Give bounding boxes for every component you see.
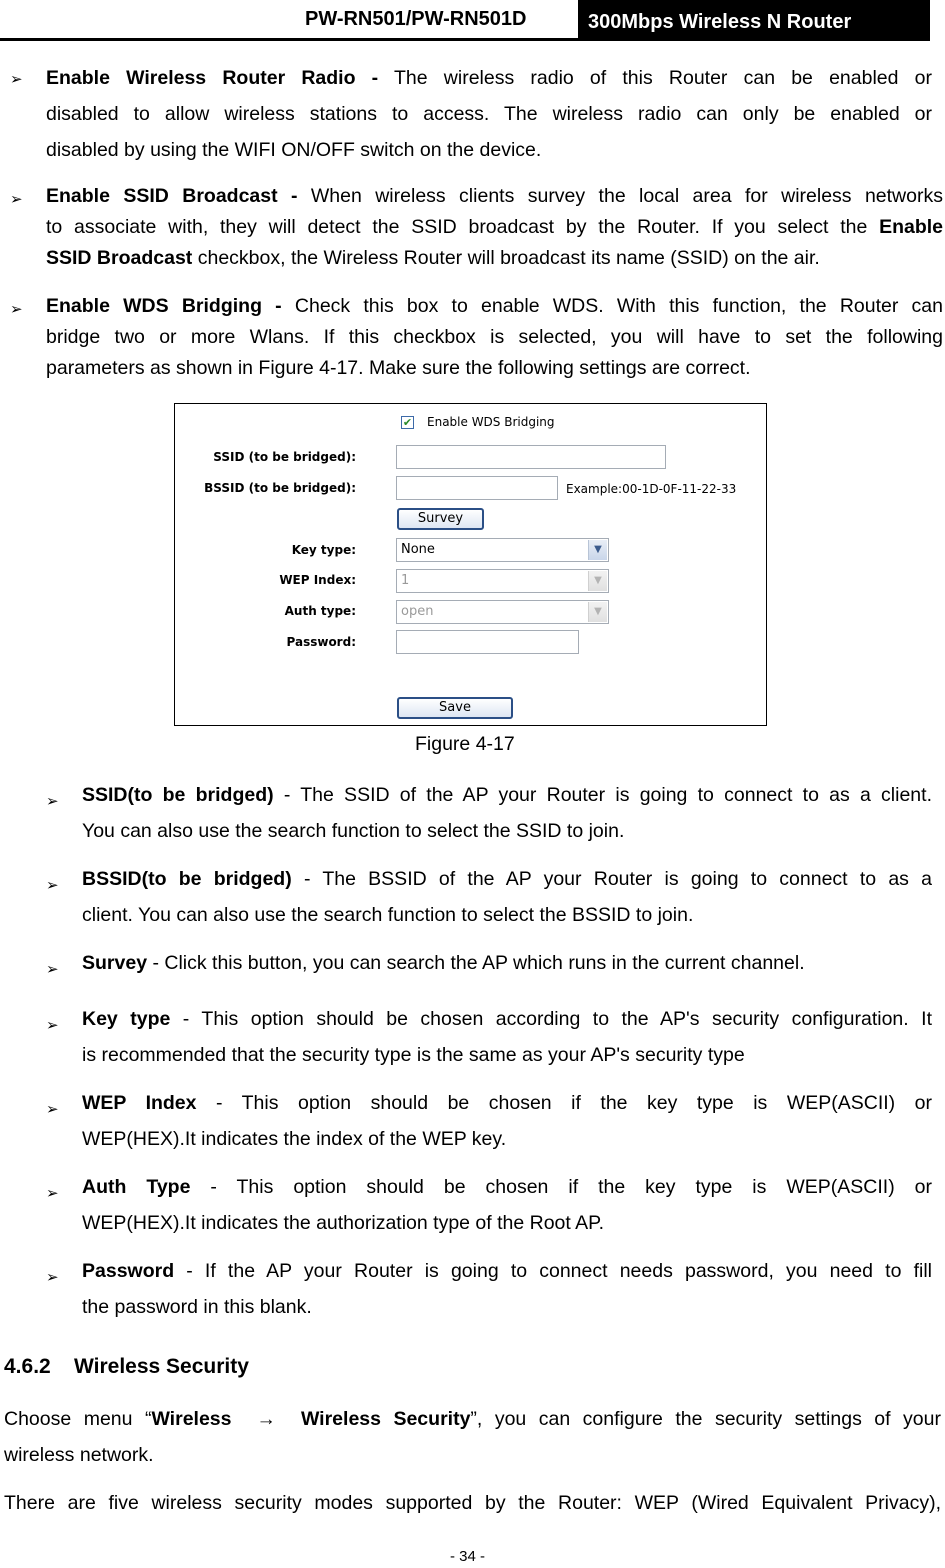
- bullet-icon: ➢: [46, 1101, 59, 1118]
- item-term: Enable WDS Bridging -: [46, 295, 282, 317]
- item-text: The wireless radio of this Router can be enabled or: [378, 67, 933, 89]
- figure-caption: Figure 4-17: [415, 733, 515, 755]
- arrow-right-icon: →: [256, 1408, 276, 1430]
- item-survey: [82, 945, 932, 981]
- section-title: Wireless Security: [74, 1355, 249, 1378]
- item-line: [82, 1253, 932, 1289]
- item-text: - If the AP your Router is going to connect needs password, you need to fill: [174, 1260, 932, 1282]
- item-line: [82, 1085, 932, 1121]
- chevron-down-icon: ▼: [588, 571, 607, 591]
- ssid-input[interactable]: [396, 445, 666, 469]
- password-input[interactable]: [396, 630, 579, 654]
- item-ssid-bridged: [82, 777, 932, 849]
- item-line: [4, 1401, 941, 1437]
- item-line: [46, 60, 932, 96]
- item-term: WEP Index: [82, 1092, 197, 1114]
- item-term: Password: [82, 1260, 175, 1282]
- item-term: Enable SSID Broadcast -: [46, 185, 298, 207]
- header-product: 300Mbps Wireless N Router: [588, 11, 852, 33]
- item-bssid-bridged: [82, 861, 932, 933]
- para-text: Choose menu “: [4, 1408, 152, 1430]
- header-product-box: [578, 0, 930, 40]
- wds-settings-figure: [174, 403, 767, 726]
- auth-type-select[interactable]: [396, 600, 609, 624]
- para-text: There are five wireless security modes supported by the Router: WEP (Wired Equivalent Privacy),: [4, 1492, 941, 1514]
- wds-checkbox-label: Enable WDS Bridging: [427, 415, 555, 429]
- item-line: [82, 1001, 932, 1037]
- section-paragraph-2: [4, 1485, 941, 1521]
- item-text: When wireless clients survey the local area for wireless networks: [297, 185, 943, 207]
- para-text: ”, you can configure the security settings of your: [470, 1408, 941, 1430]
- item-line: [82, 945, 932, 981]
- item-text: to associate with, they will detect the SSID broadcast by the Router. If you select the: [46, 216, 880, 238]
- menu-wireless-security: Wireless Security: [300, 1408, 471, 1430]
- wds-checkbox[interactable]: ✔: [402, 416, 413, 429]
- bssid-label: BSSID (to be bridged):: [204, 481, 356, 495]
- item-text: - The SSID of the AP your Router is going to connect to as a client.: [273, 784, 932, 806]
- key-type-select[interactable]: [396, 538, 609, 562]
- wep-index-select[interactable]: [396, 569, 609, 593]
- item-term: BSSID(to be bridged): [82, 868, 292, 890]
- section-heading: [4, 1355, 249, 1379]
- item-text: - Click this button, you can search the AP which runs in the current channel.: [147, 952, 805, 974]
- item-enable-radio: [46, 60, 932, 168]
- item-term: Key type: [82, 1008, 171, 1030]
- item-text: - This option should be chosen if the key type is WEP(ASCII) or: [190, 1176, 932, 1198]
- bullet-icon: ➢: [10, 71, 23, 88]
- item-line: [46, 291, 943, 322]
- chevron-down-icon: ▼: [588, 540, 607, 560]
- item-line: [82, 861, 932, 897]
- bullet-icon: ➢: [10, 301, 23, 318]
- bullet-icon: ➢: [46, 1269, 59, 1286]
- key-type-value: None: [401, 542, 435, 557]
- item-text: - The BSSID of the AP your Router is going to connect to as a: [291, 868, 932, 890]
- header-rule: [0, 38, 930, 41]
- item-text: WEP(HEX).It indicates the authorization type of the Root AP.: [82, 1212, 605, 1234]
- bssid-input[interactable]: [396, 476, 558, 500]
- item-enable-ssid-broadcast: [46, 181, 943, 274]
- bullet-icon: ➢: [46, 793, 59, 810]
- item-password: [82, 1253, 932, 1325]
- item-text: You can also use the search function to select the SSID to join.: [82, 820, 625, 842]
- item-text: the password in this blank.: [82, 1296, 312, 1318]
- auth-type-label: Auth type:: [284, 604, 356, 618]
- section-number: 4.6.2: [4, 1355, 51, 1378]
- item-line: [82, 777, 932, 813]
- item-text: is recommended that the security type is the same as your AP's security type: [82, 1044, 745, 1066]
- item-text: disabled to allow wireless stations to access. The wireless radio can only be enabled or: [46, 103, 932, 125]
- item-text: bridge two or more Wlans. If this checkbox is selected, you will have to set the following: [46, 326, 943, 348]
- item-auth-type: [82, 1169, 932, 1241]
- item-line: [82, 1169, 932, 1205]
- item-text: - This option should be chosen if the key type is WEP(ASCII) or: [196, 1092, 932, 1114]
- item-text: disabled by using the WIFI ON/OFF switch on the device.: [46, 139, 542, 161]
- item-line: [46, 181, 943, 212]
- item-text: WEP(HEX).It indicates the index of the WEP key.: [82, 1128, 507, 1150]
- page-header: [0, 0, 945, 42]
- bullet-icon: ➢: [46, 961, 59, 978]
- item-text: checkbox, the Wireless Router will broadcast its name (SSID) on the air.: [192, 247, 820, 269]
- item-text: Check this box to enable WDS. With this function, the Router can: [281, 295, 943, 317]
- bullet-icon: ➢: [46, 877, 59, 894]
- bullet-icon: ➢: [10, 191, 23, 208]
- item-text: - This option should be chosen according to the AP's security configuration. It: [170, 1008, 932, 1030]
- save-button[interactable]: [397, 697, 513, 719]
- item-text: parameters as shown in Figure 4-17. Make sure the following settings are correct.: [46, 357, 751, 379]
- key-type-label: Key type:: [291, 543, 356, 557]
- item-term: Auth Type: [82, 1176, 191, 1198]
- save-button-label: Save: [439, 700, 471, 715]
- item-wep-index: [82, 1085, 932, 1157]
- item-term: Survey: [82, 952, 148, 974]
- header-model: PW-RN501/PW-RN501D: [305, 8, 527, 30]
- item-enable-wds: [46, 291, 943, 384]
- survey-button[interactable]: [397, 508, 484, 530]
- item-line: [46, 243, 943, 274]
- auth-type-value: open: [401, 604, 434, 619]
- wep-index-label: WEP Index:: [279, 573, 356, 587]
- para-text: wireless network.: [4, 1444, 154, 1466]
- ssid-label: SSID (to be bridged):: [213, 450, 356, 464]
- survey-button-label: Survey: [417, 511, 464, 526]
- wep-index-value: 1: [401, 573, 410, 588]
- section-paragraph-1: [4, 1401, 941, 1473]
- item-key-type: [82, 1001, 932, 1073]
- item-term: SSID(to be bridged): [82, 784, 274, 806]
- chevron-down-icon: ▼: [588, 602, 607, 622]
- bullet-icon: ➢: [46, 1185, 59, 1202]
- bssid-example: Example:00-1D-0F-11-22-33: [566, 482, 737, 496]
- bullet-icon: ➢: [46, 1017, 59, 1034]
- page-number: - 34 -: [450, 1548, 486, 1565]
- menu-wireless: Wireless: [151, 1408, 232, 1430]
- item-term: Enable Wireless Router Radio -: [46, 67, 379, 89]
- item-bold: SSID Broadcast: [46, 247, 193, 269]
- password-label: Password:: [286, 635, 356, 649]
- item-text: client. You can also use the search function to select the BSSID to join.: [82, 904, 694, 926]
- item-line: [46, 212, 943, 243]
- item-bold: Enable: [879, 216, 943, 238]
